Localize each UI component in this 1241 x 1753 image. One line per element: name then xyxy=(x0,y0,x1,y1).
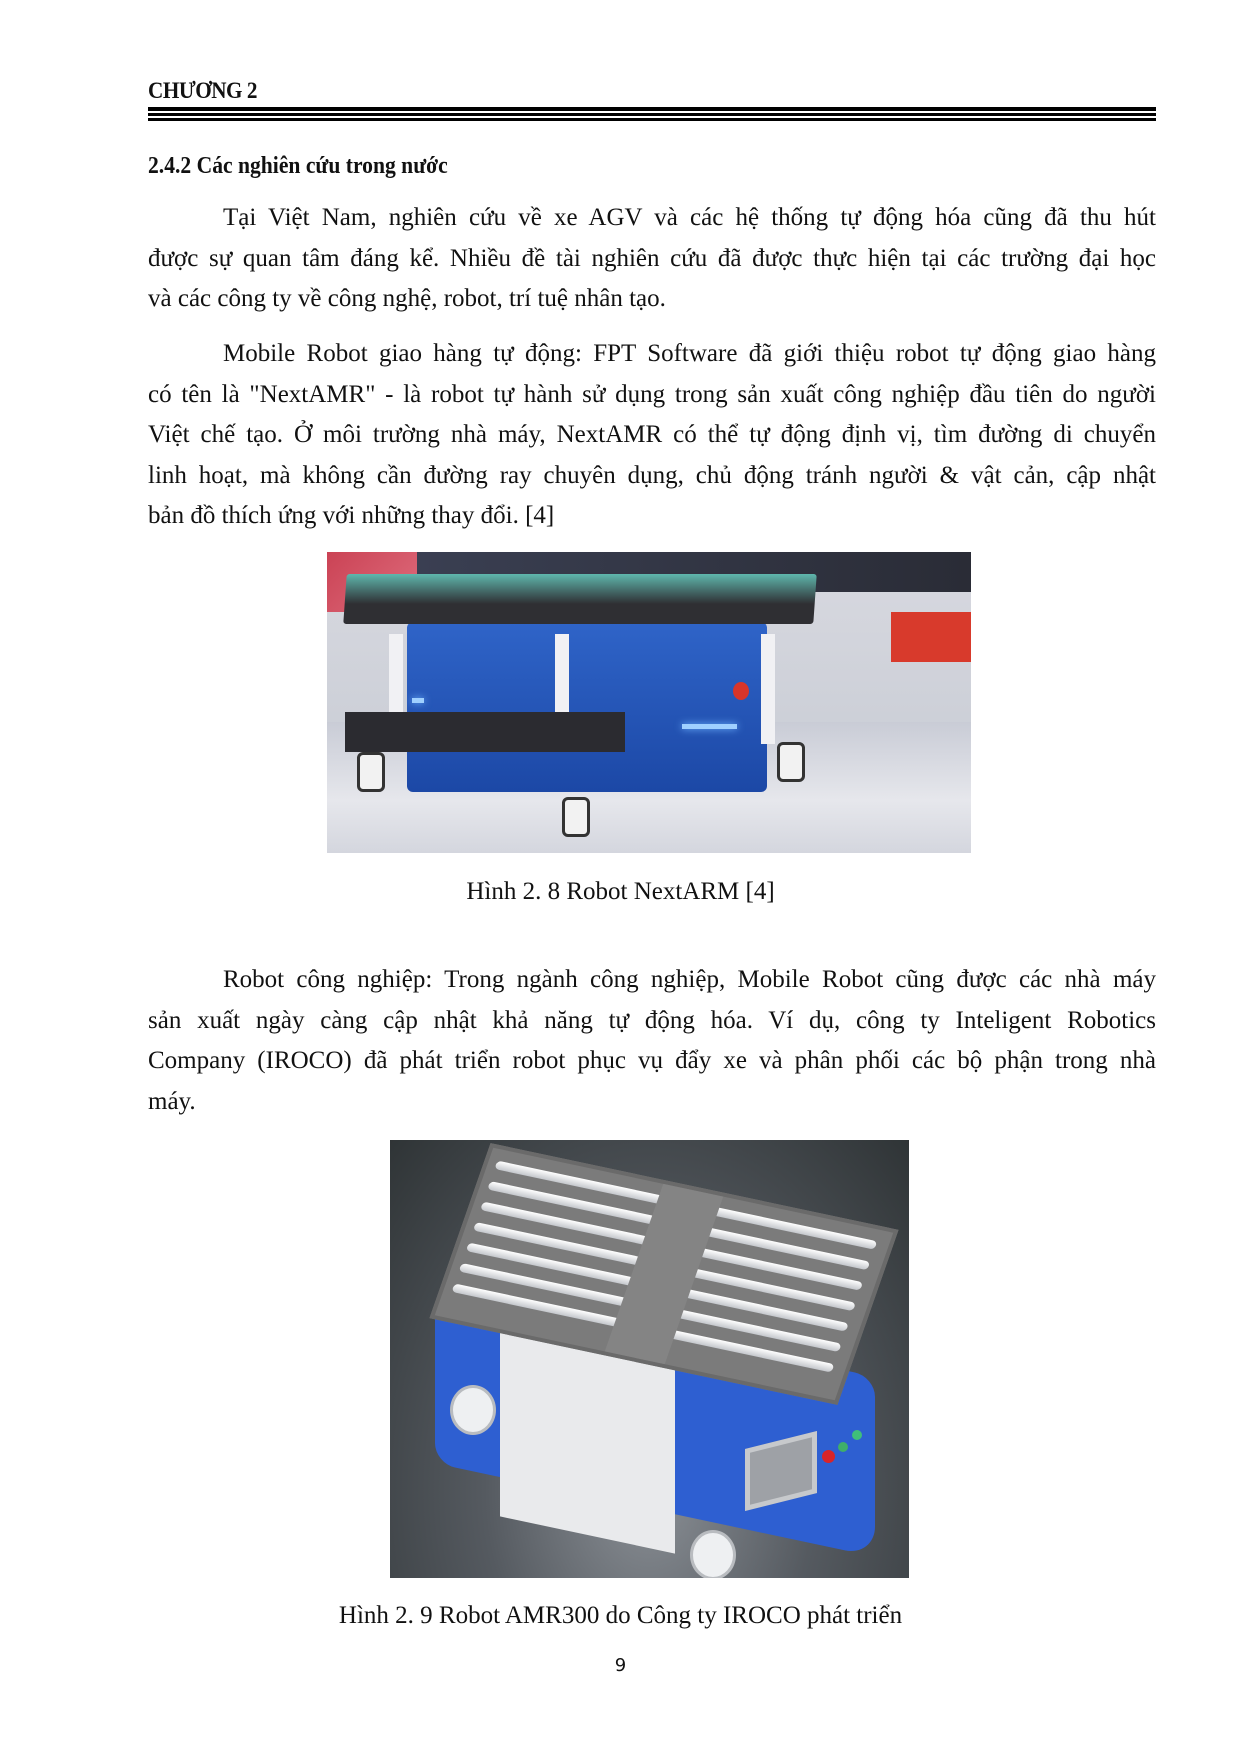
paragraph-line: sản xuất ngày càng cập nhật khả năng tự động hóa. Ví dụ, công ty Inteligent Robotics xyxy=(148,1006,1156,1034)
figure-nextamr-image xyxy=(327,552,971,853)
paragraph-line: được sự quan tâm đáng kể. Nhiều đề tài nghiên cứu đã được thực hiện tại các trường đại học xyxy=(148,244,1156,272)
figure-caption: Hình 2. 8 Robot NextARM [4] xyxy=(466,878,775,905)
figure-caption: Hình 2. 9 Robot AMR300 do Công ty IROCO phát triển xyxy=(338,1602,903,1629)
section-title: 2.4.2 Các nghiên cứu trong nước xyxy=(148,153,448,179)
robot-body xyxy=(407,622,767,792)
paragraph-line: Việt chế tạo. Ở môi trường nhà máy, NextAMR có thể tự động định vị, tìm đường di chuyển xyxy=(148,421,1156,448)
paragraph-line: Robot công nghiệp: Trong ngành công nghiệp, Mobile Robot cũng được các nhà máy xyxy=(223,966,1156,993)
paragraph-nextamr xyxy=(148,334,1156,537)
paragraph-line: Mobile Robot giao hàng tự động: FPT Software đã giới thiệu robot tự động giao hàng xyxy=(223,340,1156,367)
header-rule-thin xyxy=(148,118,1156,121)
header-rule-middle xyxy=(148,113,1156,116)
paragraph-line: và các công ty về công nghệ, robot, trí tuệ nhân tạo. xyxy=(148,285,666,312)
paragraph-industrial-robot xyxy=(148,960,1156,1122)
page-number: 9 xyxy=(614,1655,627,1676)
paragraph-line: có tên là "NextAMR" - là robot tự hành sử dụng trong sản xuất công nghiệp đầu tiên do người xyxy=(148,380,1156,408)
chapter-header: CHƯƠNG 2 xyxy=(148,78,257,103)
figure-amr300-image xyxy=(390,1140,909,1578)
paragraph-line: máy. xyxy=(148,1087,196,1115)
robot-table-top xyxy=(343,574,816,624)
paragraph-intro xyxy=(148,198,1156,320)
header-rule-thick xyxy=(148,107,1156,111)
paragraph-line: linh hoạt, mà không cần đường ray chuyên dụng, chủ động tránh người & vật cản, cập nhật xyxy=(148,461,1156,489)
paragraph-line: Tại Việt Nam, nghiên cứu về xe AGV và các hệ thống tự động hóa cũng đã thu hút xyxy=(223,204,1156,231)
robot-frame xyxy=(345,712,625,752)
paragraph-line: bản đồ thích ứng với những thay đổi. [4] xyxy=(148,502,555,529)
paragraph-line: Company (IROCO) đã phát triển robot phục vụ đẩy xe và phân phối các bộ phận trong nhà xyxy=(148,1047,1156,1074)
